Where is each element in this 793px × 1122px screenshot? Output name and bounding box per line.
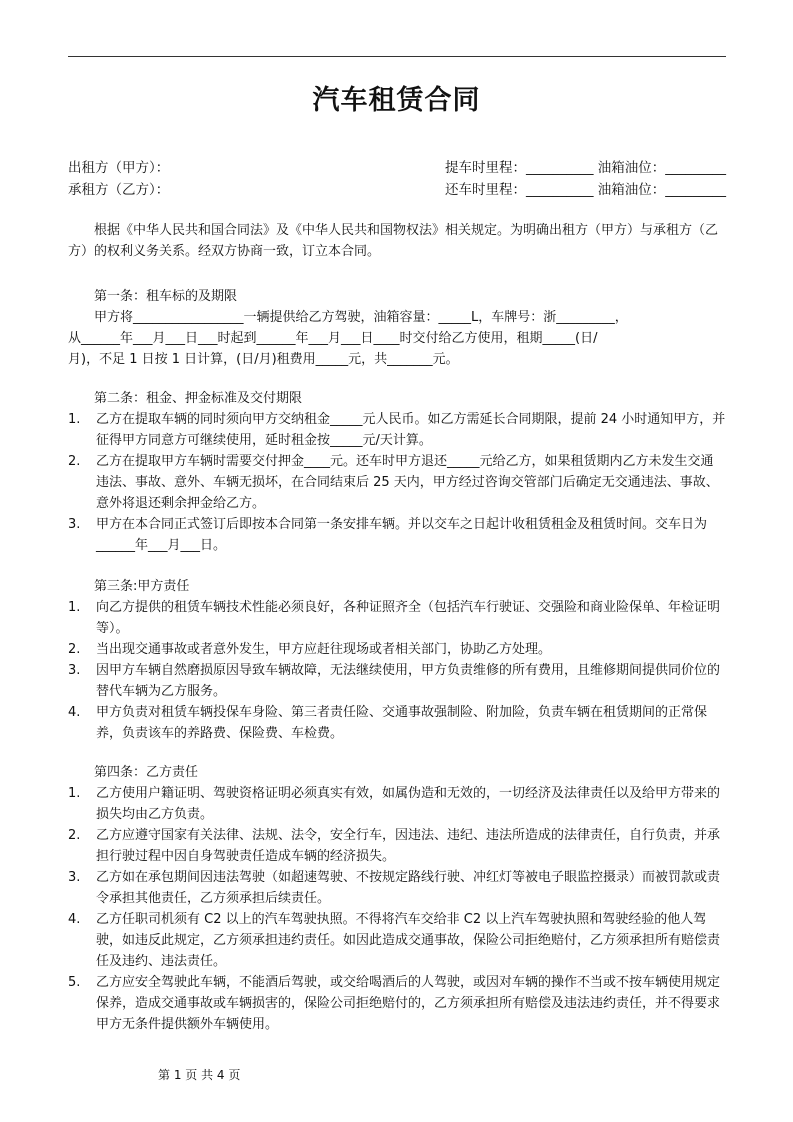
article-1-title: 第一条：租车标的及期限 — [94, 289, 238, 304]
article-1 — [68, 286, 726, 370]
lessor-label: 出租方（甲方）： — [68, 160, 170, 176]
item-number: 3. — [68, 663, 81, 678]
party-row-lessor — [68, 158, 726, 178]
item-number: 3. — [68, 870, 81, 885]
item-text: 乙方如在承包期间因违法驾驶（如超速驾驶、不按规定路线行驶、冲红灯等被电子眼监控摄录）而被罚款或责令承担其他责任，乙方须承担后续责任。 — [96, 870, 721, 906]
item-text: 甲方在本合同正式签订后即按本合同第一条安排车辆。并以交车之日起计收租赁租金及租赁时间。交车日为______年___月___日。 — [96, 517, 708, 553]
item-text: 乙方任职司机须有 C2 以上的汽车驾驶执照。不得将汽车交给非 C2 以上汽车驾驶执照和驾驶经验的他人驾驶，如违反此规定，乙方须承担违约责任。如因此造成交通事故，保险公司拒绝赔付，乙方须承担所有赔偿责任及违约、违法责任。 — [96, 912, 721, 969]
item-number: 4. — [68, 705, 81, 720]
list-item — [68, 867, 726, 909]
item-text: 乙方在提取甲方车辆时需要交付押金____元。还车时甲方退还_____元给乙方，如果租赁期内乙方未发生交通违法、事故、意外、车辆无损坏，在合同结束后 25 天内，甲方经过咨询交管部门后确定无交通违法、事故、意外将退还剩余押金给乙方。 — [96, 454, 719, 511]
lessee-label: 承租方（乙方）： — [68, 182, 170, 198]
item-number: 1. — [68, 412, 81, 427]
article-2 — [68, 388, 726, 556]
article-4-title: 第四条：乙方责任 — [94, 765, 199, 780]
article-1-line: 甲方将_________________一辆提供给乙方驾驶，油箱容量：_____L，车牌号：浙_________， — [94, 310, 628, 325]
item-text: 向乙方提供的租赁车辆技术性能必须良好，各种证照齐全（包括汽车行驶证、交强险和商业险保单、年检证明等）。 — [96, 600, 721, 636]
item-number: 2. — [68, 642, 81, 657]
document-title: 汽车租赁合同 — [312, 85, 481, 116]
article-2-title: 第二条：租金、押金标准及交付期限 — [94, 391, 303, 406]
item-text: 乙方在提取车辆的同时须向甲方交纳租金_____元人民币。如乙方需延长合同期限，提前 24 小时通知甲方，并征得甲方同意方可继续使用，延时租金按_____元/天计算。 — [96, 412, 726, 448]
item-text: 乙方应安全驾驶此车辆，不能酒后驾驶，或交给喝酒后的人驾驶，或因对车辆的操作不当或不按车辆使用规定保养，造成交通事故或车辆损害的，保险公司拒绝赔付的，乙方须承担所有赔偿及违法违约责任，并不得要求甲方无条件提供额外车辆使用。 — [96, 975, 721, 1032]
item-text: 当出现交通事故或者意外发生，甲方应赶往现场或者相关部门，协助乙方处理。 — [96, 642, 552, 657]
item-number: 2. — [68, 828, 81, 843]
article-3-title: 第三条:甲方责任 — [94, 579, 190, 594]
list-item — [68, 597, 726, 639]
item-number: 1. — [68, 786, 81, 801]
list-item — [68, 409, 726, 451]
list-item — [68, 702, 726, 744]
list-item — [68, 825, 726, 867]
list-item — [68, 660, 726, 702]
list-item — [68, 909, 726, 972]
return-mileage-fuel: 还车时里程：__________ 油箱油位：_________ — [444, 182, 726, 198]
item-text: 因甲方车辆自然磨损原因导致车辆故障，无法继续使用，甲方负责维修的所有费用，且维修期间提供同价位的替代车辆为乙方服务。 — [96, 663, 721, 699]
item-number: 5. — [68, 975, 81, 990]
list-item — [68, 783, 726, 825]
article-1-line: 月)，不足 1 日按 1 日计算，(日/月)租费用_____元，共_______元。 — [68, 352, 459, 367]
party-row-lessee — [68, 180, 726, 200]
list-item — [68, 514, 726, 556]
article-1-line: 从______年___月___日___时起到______年___月___日____时交付给乙方使用，租期_____(日/ — [68, 331, 598, 346]
list-item — [68, 639, 726, 660]
item-text: 甲方负责对租赁车辆投保车身险、第三者责任险、交通事故强制险、附加险，负责车辆在租赁期间的正常保养，负责该车的养路费、保险费、车检费。 — [96, 705, 708, 741]
preamble: 根据《中华人民共和国合同法》及《中华人民共和国物权法》相关规定。为明确出租方（甲方）与承租方（乙方）的权利义务关系。经双方协商一致，订立本合同。 — [68, 223, 719, 259]
page-number: 第 1 页 共 4 页 — [158, 1068, 241, 1082]
item-text: 乙方应遵守国家有关法律、法规、法令，安全行车，因违法、违纪、违法所造成的法律责任，自行负责，并承担行驶过程中因自身驾驶责任造成车辆的经济损失。 — [96, 828, 721, 864]
item-text: 乙方使用户籍证明、驾驶资格证明必须真实有效，如属伪造和无效的，一切经济及法律责任以及给甲方带来的损失均由乙方负责。 — [96, 786, 721, 822]
article-4 — [68, 762, 726, 1035]
item-number: 3. — [68, 517, 81, 532]
item-number: 2. — [68, 454, 81, 469]
item-number: 1. — [68, 600, 81, 615]
article-3 — [68, 576, 726, 744]
pickup-mileage-fuel: 提车时里程：__________ 油箱油位：_________ — [444, 160, 726, 176]
item-number: 4. — [68, 912, 81, 927]
list-item — [68, 451, 726, 514]
header-rule — [68, 56, 726, 57]
list-item — [68, 972, 726, 1035]
